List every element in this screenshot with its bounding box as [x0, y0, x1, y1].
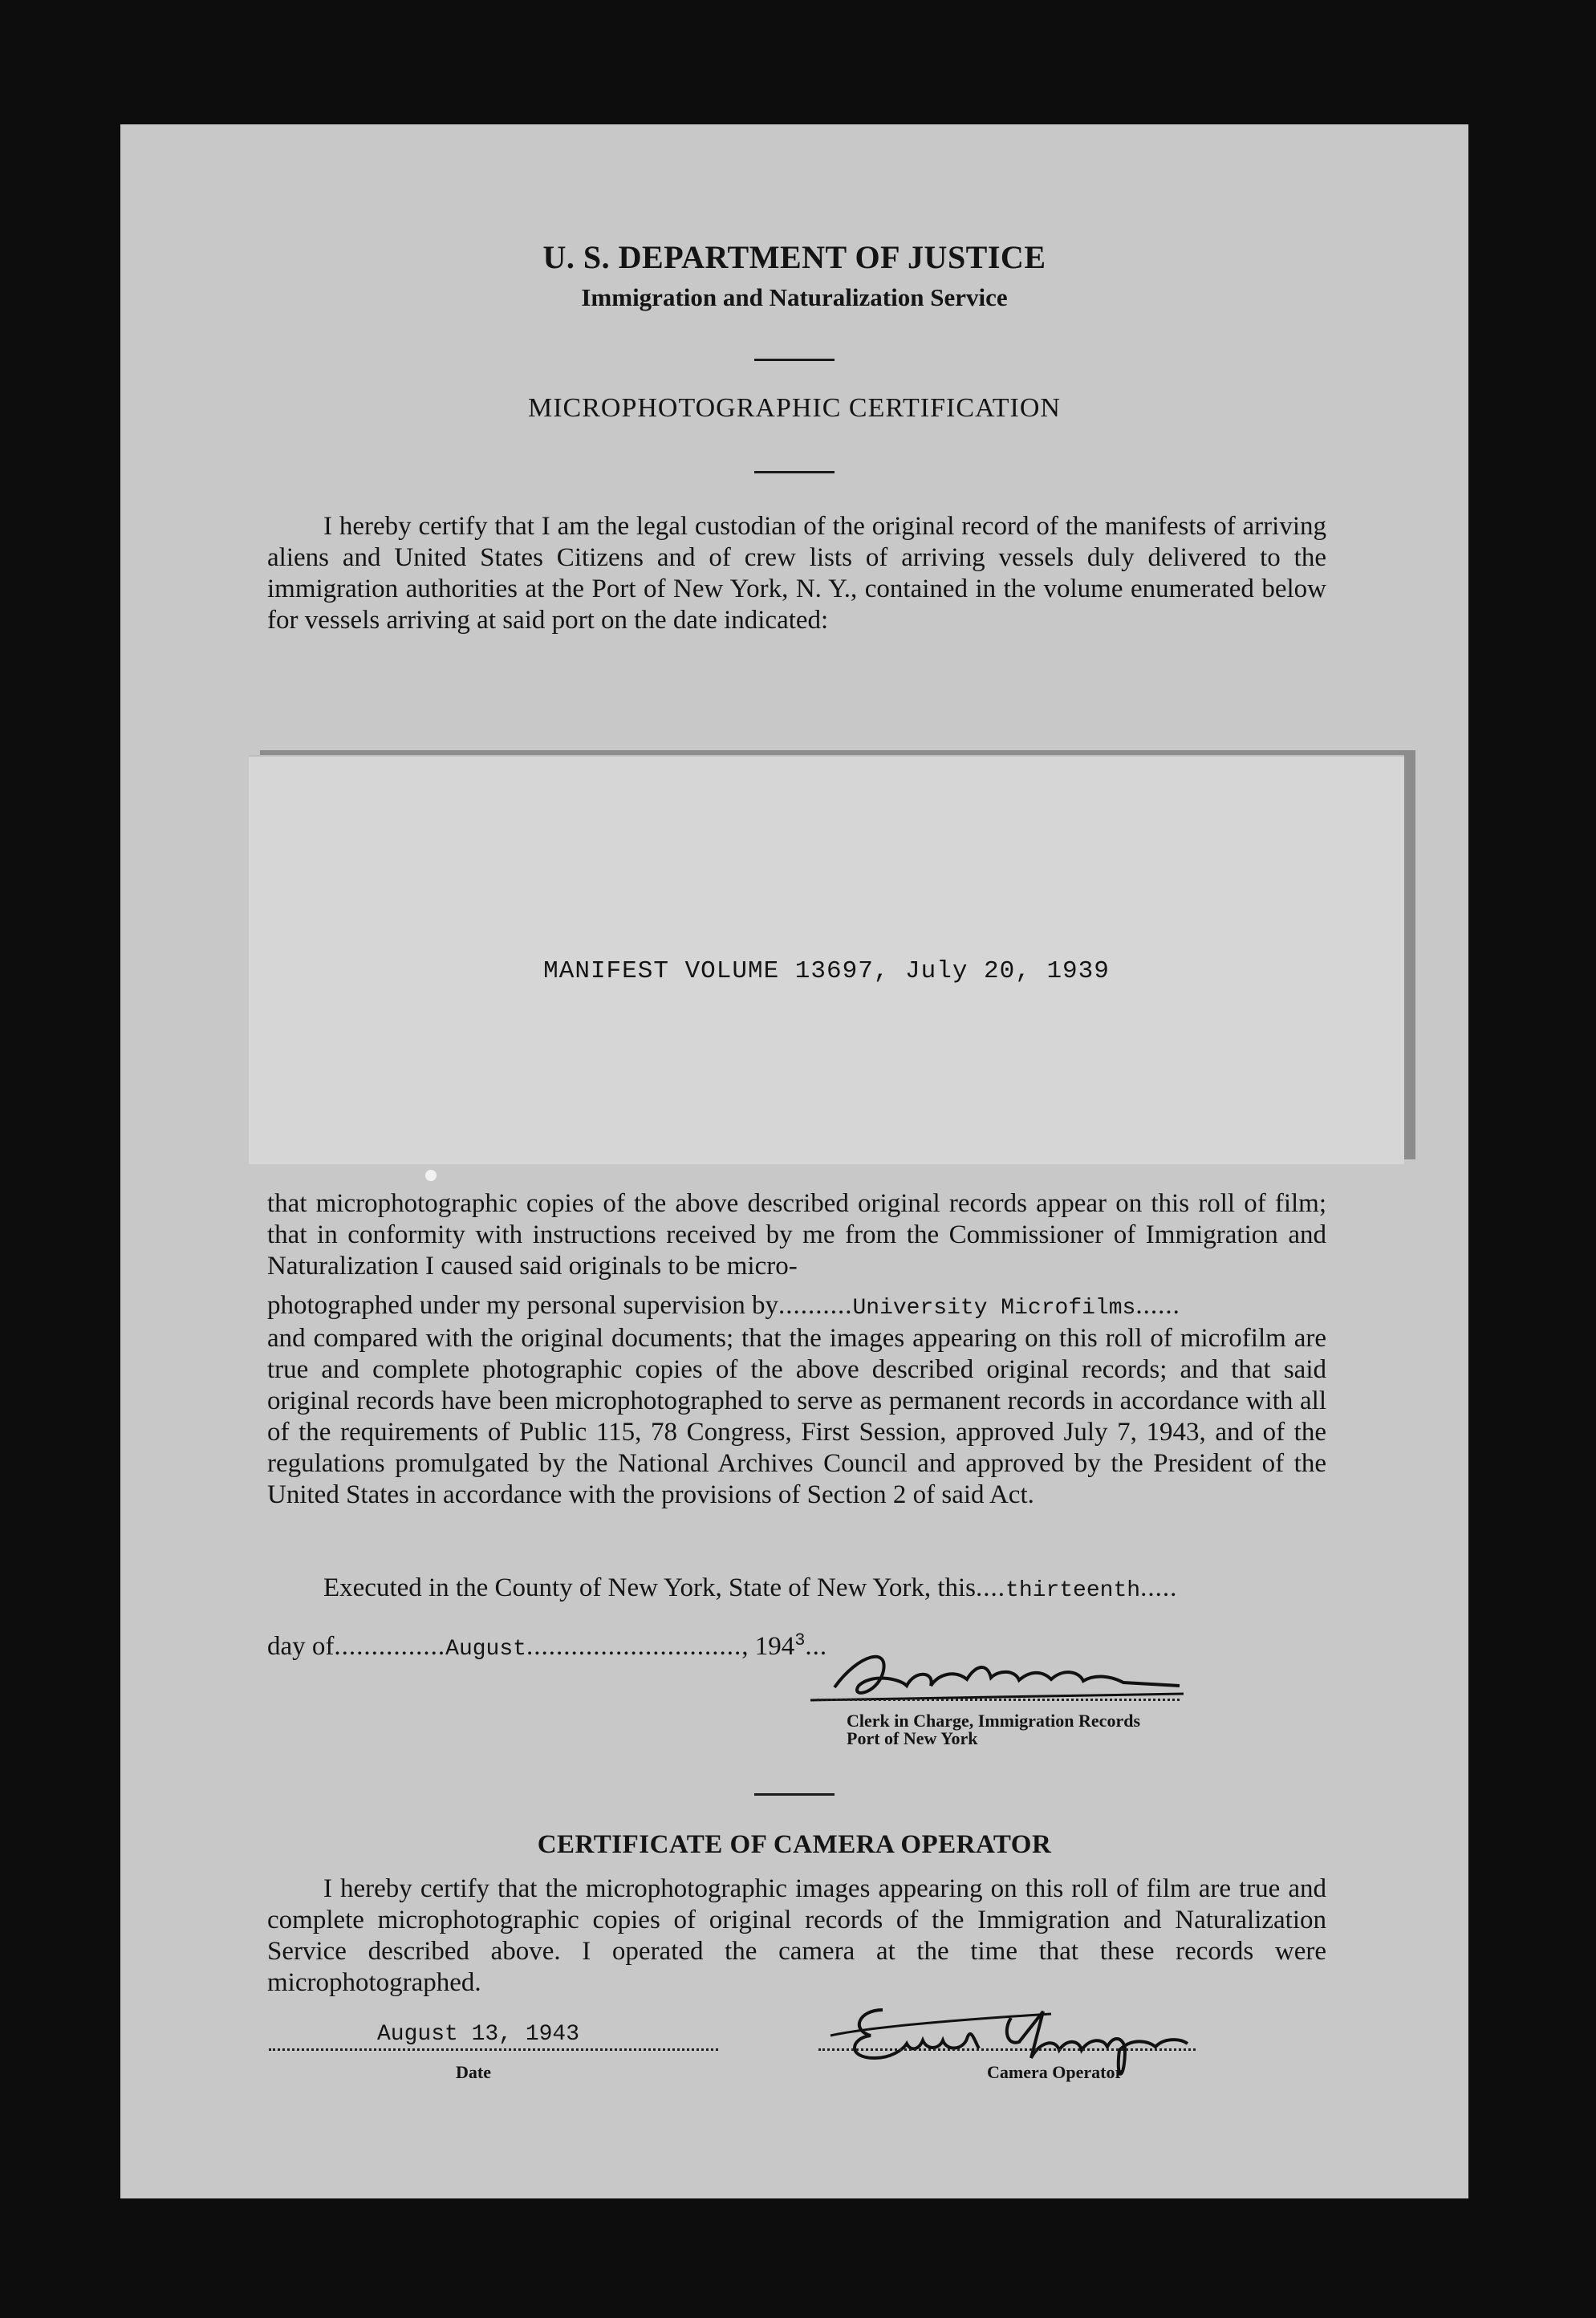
divider-mid	[754, 471, 835, 473]
certificate-page	[120, 124, 1468, 2198]
executed-prefix: Executed in the County of New York, State of New York, this	[323, 1573, 977, 1602]
date-line	[269, 2048, 718, 2051]
clerk-signature-line	[817, 1699, 1180, 1701]
executed-day: thirteenth	[1005, 1578, 1141, 1603]
dot-leader: ....	[976, 1573, 1006, 1602]
photographer-line	[267, 1290, 1326, 1324]
body-part1: that microphotographic copies of the above described original records appear on this roll of film; that in conformity with instructions received by me from the Commissioner of Immigration and Naturalization I caused said originals to be micro-	[267, 1189, 1326, 1281]
operator-paragraph	[267, 1873, 1326, 1999]
operator-signature-line	[818, 2048, 1196, 2051]
intro-paragraph	[267, 511, 1326, 636]
manifest-volume-text: MANIFEST VOLUME 13697, July 20, 1939	[543, 957, 1110, 985]
film-speck	[425, 1170, 437, 1181]
certification-title: MICROPHOTOGRAPHIC CERTIFICATION	[527, 393, 1061, 423]
manifest-slip	[249, 755, 1404, 1164]
divider-bottom	[754, 1793, 835, 1796]
day-of-label: day of	[267, 1632, 335, 1661]
operator-text: I hereby certify that the microphotographic images appearing on this roll of film are true and complete microphotographic copies of original records of the Immigration and Naturalization Service described above. I operated the camera at the time that these records were microphotographed.	[267, 1874, 1326, 1997]
operator-caption: Camera Operator	[987, 2062, 1123, 2082]
executed-line	[323, 1573, 1383, 1606]
photographer-prefix: photographed under my personal supervision by	[267, 1291, 778, 1320]
body-paragraph-2	[267, 1323, 1326, 1511]
date-caption: Date	[456, 2062, 491, 2082]
clerk-caption-2: Port of New York	[847, 1728, 978, 1748]
divider-top	[754, 359, 835, 361]
dot-leader: ..........	[778, 1291, 853, 1320]
department-heading: U. S. DEPARTMENT OF JUSTICE	[542, 239, 1046, 275]
photographer-name: University Microfilms	[852, 1296, 1136, 1321]
dot-leader: ...	[805, 1632, 828, 1661]
operator-date: August 13, 1943	[377, 2022, 580, 2047]
intro-text: I hereby certify that I am the legal custodian of the original record of the manifests of arriving aliens and United States Citizens and of crew lists of arriving vessels duly delivered to the immigration authorities at the Port of New York, N. Y., contained in the volume enumerated below for vessels arriving at said port on the date indicated:	[267, 512, 1326, 635]
dot-leader: ...............	[334, 1632, 446, 1661]
body-paragraph	[267, 1188, 1326, 1282]
year-digit: 3	[794, 1630, 806, 1650]
executed-month: August	[445, 1637, 526, 1662]
clerk-caption-1: Clerk in Charge, Immigration Records	[847, 1711, 1141, 1731]
operator-certificate-title: CERTIFICATE OF CAMERA OPERATOR	[537, 1830, 1052, 1859]
year-prefix: , 194	[741, 1632, 795, 1661]
service-subheading: Immigration and Naturalization Service	[581, 283, 1008, 311]
clerk-signature	[802, 1630, 1188, 1718]
dot-leader: ......	[1135, 1291, 1180, 1320]
dot-leader: .............................	[526, 1632, 742, 1661]
body-part3: and compared with the original documents; that the images appearing on this roll of microfilm are true and complete photographic copies of the above described original records; and that said original records have been microphotographed to serve as permanent records in accordance with all of the requirements of Public 115, 78 Congress, First Session, approved July 7, 1943, and of the regulations promulgated by the National Archives Council and approved by the President of the United States in accordance with the provisions of Section 2 of said Act.	[267, 1324, 1326, 1509]
dot-leader: .....	[1140, 1573, 1178, 1602]
